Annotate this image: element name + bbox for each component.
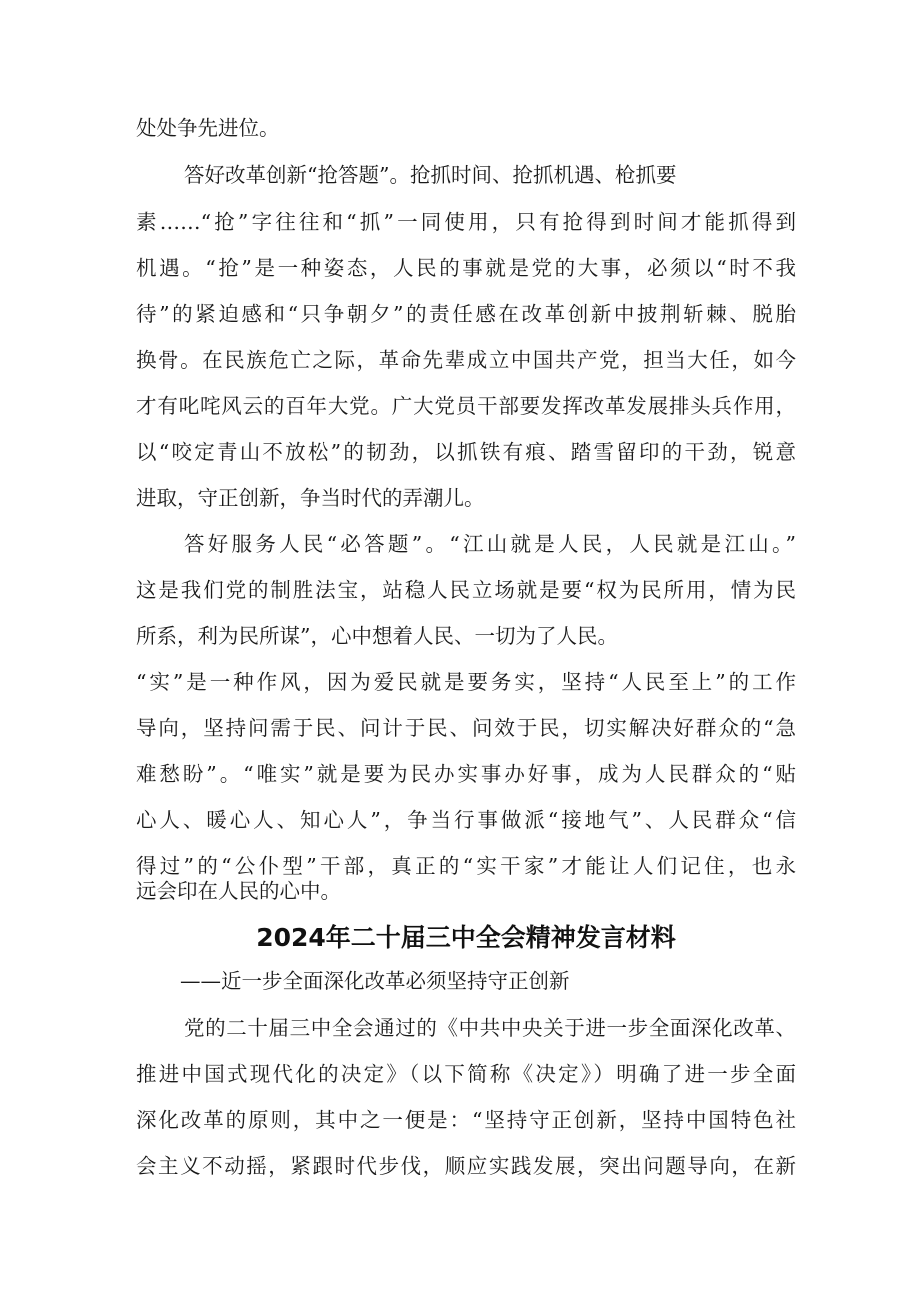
paragraph-line: 党的二十届三中全会通过的《中共中央关于进一步全面深化改革、 [184, 1016, 796, 1040]
paragraph-line: 素……“抢”字往往和“抓”一同使用，只有抢得到时间才能抓得到 [136, 210, 796, 234]
paragraph-line: 处处争先进位。 [136, 116, 280, 140]
paragraph-line: 换骨。在民族危亡之际，革命先辈成立中国共产党，担当大任，如今 [136, 348, 796, 372]
paragraph-line: 才有叱咤风云的百年大党。广大党员干部要发挥改革发展排头兵作用， [136, 394, 796, 418]
paragraph-line: 推进中国式现代化的决定》（以下简称《决定》）明确了进一步全面 [136, 1062, 796, 1086]
document-subtitle: ——近一步全面深化改革必须坚持守正创新 [180, 969, 570, 993]
paragraph-line: 待”的紧迫感和“只争朝夕”的责任感在改革创新中披荆斩棘、脱胎 [136, 302, 796, 326]
paragraph-line: 难愁盼”。“唯实”就是要为民办实事办好事，成为人民群众的“贴 [136, 762, 796, 786]
paragraph-line: 得过”的“公仆型”干部，真正的“实干家”才能让人们记住，也永 [136, 854, 796, 878]
paragraph-line: 所系，利为民所谋”，心中想着人民、一切为了人民。 [136, 624, 618, 648]
paragraph-line: 心人、暖心人、知心人”，争当行事做派“接地气”、人民群众“信 [136, 808, 796, 832]
paragraph-line: 深化改革的原则，其中之一便是：“坚持守正创新，坚持中国特色社 [136, 1108, 796, 1132]
document-title: 2024年二十届三中全会精神发言材料 [256, 923, 676, 952]
paragraph-line: 答好改革创新“抢答题”。抢抓时间、抢抓机遇、枪抓要 [184, 163, 677, 187]
paragraph-line: 这是我们党的制胜法宝，站稳人民立场就是要“权为民所用，情为民 [136, 578, 796, 602]
paragraph-line: 远会印在人民的心中。 [136, 879, 341, 903]
paragraph-line: 机遇。“抢”是一种姿态，人民的事就是党的大事，必须以“时不我 [136, 256, 796, 280]
paragraph-line: 答好服务人民“必答题”。“江山就是人民，人民就是江山。” [184, 532, 796, 556]
paragraph-line: 以“咬定青山不放松”的韧劲，以抓铁有痕、踏雪留印的干劲，锐意 [136, 440, 796, 464]
paragraph-line: 会主义不动摇，紧跟时代步伐，顺应实践发展，突出问题导向，在新 [136, 1154, 796, 1178]
paragraph-line: 进取，守正创新，争当时代的弄潮儿。 [136, 486, 485, 510]
paragraph-line: 导向，坚持问需于民、问计于民、问效于民，切实解决好群众的“急 [136, 716, 796, 740]
paragraph-line: “实”是一种作风，因为爱民就是要务实，坚持“人民至上”的工作 [136, 670, 796, 694]
